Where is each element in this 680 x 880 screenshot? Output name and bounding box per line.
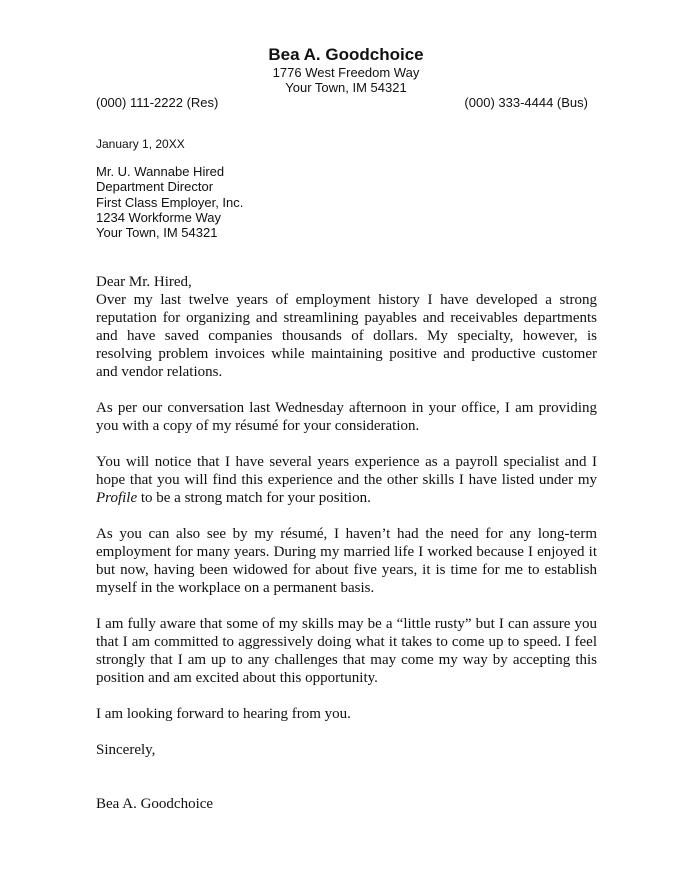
- recipient-street: 1234 Workforme Way: [96, 209, 221, 225]
- profile-emphasis: Profile: [96, 490, 138, 506]
- sender-phone-residence: (000) 111-2222 (Res): [96, 95, 219, 110]
- signature: Bea A. Goodchoice: [96, 796, 214, 812]
- salutation: Dear Mr. Hired,: [96, 274, 192, 290]
- paragraph-3: [96, 453, 597, 507]
- recipient-address-block: [96, 164, 243, 240]
- sender-phone-business: (000) 333-4444 (Bus): [464, 95, 588, 110]
- recipient-city-line: Your Town, IM 54321: [96, 225, 218, 241]
- paragraph-2: As per our conversation last Wednesday afternoon in your office, I am providing you with a copy of my résumé for your consideration.: [96, 400, 597, 434]
- paragraph-4: As you can also see by my résumé, I haven’t had the need for any long-term employment for many years. During my married life I worked because I enjoyed it but now, having been widowed for about five years, it is time for me to establish myself in the workplace on a permanent basis.: [96, 526, 597, 596]
- recipient-title: Department Director: [96, 179, 214, 195]
- paragraph-1: Over my last twelve years of employment history I have developed a strong reputation for organizing and streamlining payables and receivables departments and have saved companies thousands of dollars. My specialty, however, is resolving problem invoices while maintaining positive and productive customer and vendor relations.: [96, 292, 597, 380]
- paragraph-6: I am looking forward to hearing from you.: [96, 706, 351, 722]
- paragraph-3-text-after: to be a strong match for your position.: [137, 490, 371, 506]
- closing: Sincerely,: [96, 742, 156, 758]
- paragraph-3-text-before: You will notice that I have several years experience as a payroll specialist and I hope that you will find this experience and the other skills I have listed under my: [96, 454, 597, 488]
- sender-street: 1776 West Freedom Way: [272, 65, 420, 80]
- letter-date: January 1, 20XX: [96, 137, 185, 151]
- sender-name: Bea A. Goodchoice: [268, 45, 424, 64]
- recipient-name: Mr. U. Wannabe Hired: [96, 164, 225, 179]
- letter-body: [96, 273, 597, 813]
- paragraph-5: I am fully aware that some of my skills may be a “little rusty” but I can assure you that I am committed to aggressively doing what it takes to come up to speed. I feel strongly that I am up to any challenges that may come my way by accepting this position and am excited about this opportunity.: [96, 616, 597, 686]
- recipient-company: First Class Employer, Inc.: [96, 194, 244, 210]
- sender-city-line: Your Town, IM 54321: [285, 80, 407, 95]
